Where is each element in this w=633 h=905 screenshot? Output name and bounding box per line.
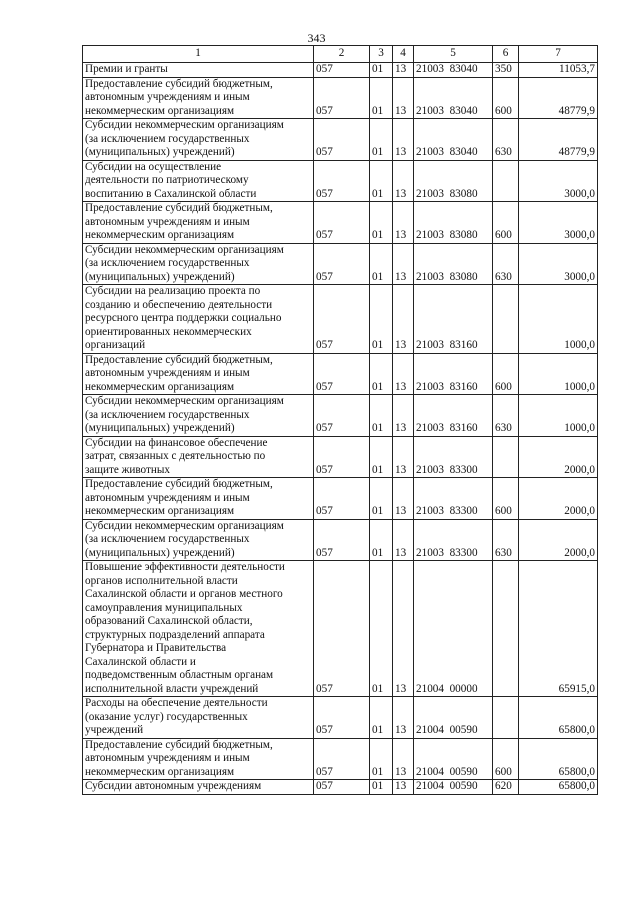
table-body	[83, 63, 598, 795]
section-code-cell: 01	[370, 519, 393, 561]
expense-name-cell: Расходы на обеспечение деятельности (оказание услуг) государственных учреждений	[83, 697, 314, 739]
subsection-code-cell: 13	[393, 478, 414, 520]
table-header-row	[83, 46, 598, 63]
budget-table	[82, 45, 598, 795]
section-code-cell: 01	[370, 353, 393, 395]
section-code-cell: 01	[370, 478, 393, 520]
expense-type-cell: 600	[493, 738, 519, 780]
target-article-cell: 21003 83300	[414, 436, 493, 478]
subsection-code-cell: 13	[393, 519, 414, 561]
section-code-cell: 01	[370, 63, 393, 78]
expense-name-cell: Субсидии некоммерческим организациям (за исключением государственных (муниципальных) учреждений)	[83, 519, 314, 561]
expense-name-cell: Предоставление субсидий бюджетным, автономным учреждениям и иным некоммерческим организациям	[83, 353, 314, 395]
expense-type-cell: 630	[493, 519, 519, 561]
grbs-code-cell: 057	[314, 285, 370, 354]
amount-cell: 65800,0	[519, 738, 598, 780]
section-code-cell: 01	[370, 780, 393, 795]
expense-type-cell: 350	[493, 63, 519, 78]
subsection-code-cell: 13	[393, 202, 414, 244]
amount-cell: 65800,0	[519, 780, 598, 795]
grbs-code-cell: 057	[314, 478, 370, 520]
table-row	[83, 202, 598, 244]
grbs-code-cell: 057	[314, 63, 370, 78]
amount-cell: 1000,0	[519, 395, 598, 437]
expense-type-cell: 600	[493, 202, 519, 244]
amount-cell: 48779,9	[519, 77, 598, 119]
expense-name-cell: Субсидии на осуществление деятельности по патриотическому воспитанию в Сахалинской области	[83, 160, 314, 202]
expense-type-cell	[493, 285, 519, 354]
table-row	[83, 63, 598, 78]
expense-type-cell: 600	[493, 77, 519, 119]
column-header: 1	[83, 46, 314, 63]
subsection-code-cell: 13	[393, 285, 414, 354]
target-article-cell: 21004 00590	[414, 738, 493, 780]
table-row	[83, 561, 598, 697]
expense-type-cell: 620	[493, 780, 519, 795]
target-article-cell: 21003 83080	[414, 243, 493, 285]
section-code-cell: 01	[370, 738, 393, 780]
section-code-cell: 01	[370, 202, 393, 244]
subsection-code-cell: 13	[393, 395, 414, 437]
target-article-cell: 21004 00590	[414, 697, 493, 739]
subsection-code-cell: 13	[393, 738, 414, 780]
expense-type-cell	[493, 160, 519, 202]
expense-name-cell: Субсидии некоммерческим организациям (за исключением государственных (муниципальных) учреждений)	[83, 395, 314, 437]
page-number: 343	[307, 31, 326, 45]
table-row	[83, 519, 598, 561]
amount-cell: 3000,0	[519, 243, 598, 285]
expense-name-cell: Субсидии на финансовое обеспечение затрат, связанных с деятельностью по защите животных	[83, 436, 314, 478]
section-code-cell: 01	[370, 436, 393, 478]
amount-cell: 1000,0	[519, 285, 598, 354]
section-code-cell: 01	[370, 395, 393, 437]
grbs-code-cell: 057	[314, 202, 370, 244]
grbs-code-cell: 057	[314, 780, 370, 795]
table-row	[83, 77, 598, 119]
grbs-code-cell: 057	[314, 395, 370, 437]
amount-cell: 11053,7	[519, 63, 598, 78]
subsection-code-cell: 13	[393, 697, 414, 739]
table-row	[83, 436, 598, 478]
subsection-code-cell: 13	[393, 77, 414, 119]
column-header: 5	[414, 46, 493, 63]
table-row	[83, 243, 598, 285]
expense-name-cell: Субсидии некоммерческим организациям (за исключением государственных (муниципальных) учреждений)	[83, 243, 314, 285]
expense-type-cell: 600	[493, 478, 519, 520]
table-row	[83, 780, 598, 795]
amount-cell: 65800,0	[519, 697, 598, 739]
target-article-cell: 21004 00590	[414, 780, 493, 795]
grbs-code-cell: 057	[314, 77, 370, 119]
target-article-cell: 21003 83040	[414, 77, 493, 119]
column-header: 7	[519, 46, 598, 63]
section-code-cell: 01	[370, 160, 393, 202]
column-header: 3	[370, 46, 393, 63]
target-article-cell: 21003 83080	[414, 202, 493, 244]
subsection-code-cell: 13	[393, 119, 414, 161]
grbs-code-cell: 057	[314, 243, 370, 285]
expense-type-cell	[493, 561, 519, 697]
amount-cell: 2000,0	[519, 478, 598, 520]
table-row	[83, 353, 598, 395]
grbs-code-cell: 057	[314, 697, 370, 739]
table-row	[83, 478, 598, 520]
grbs-code-cell: 057	[314, 436, 370, 478]
section-code-cell: 01	[370, 119, 393, 161]
column-header: 6	[493, 46, 519, 63]
target-article-cell: 21003 83300	[414, 519, 493, 561]
target-article-cell: 21003 83040	[414, 63, 493, 78]
expense-name-cell: Субсидии автономным учреждениям	[83, 780, 314, 795]
target-article-cell: 21003 83080	[414, 160, 493, 202]
grbs-code-cell: 057	[314, 353, 370, 395]
column-header: 4	[393, 46, 414, 63]
subsection-code-cell: 13	[393, 561, 414, 697]
table-row	[83, 119, 598, 161]
section-code-cell: 01	[370, 285, 393, 354]
expense-name-cell: Субсидии некоммерческим организациям (за исключением государственных (муниципальных) учреждений)	[83, 119, 314, 161]
subsection-code-cell: 13	[393, 160, 414, 202]
column-header: 2	[314, 46, 370, 63]
table-row	[83, 738, 598, 780]
expense-type-cell: 630	[493, 395, 519, 437]
grbs-code-cell: 057	[314, 738, 370, 780]
target-article-cell: 21003 83160	[414, 285, 493, 354]
target-article-cell: 21003 83160	[414, 395, 493, 437]
table-row	[83, 160, 598, 202]
subsection-code-cell: 13	[393, 353, 414, 395]
section-code-cell: 01	[370, 243, 393, 285]
amount-cell: 2000,0	[519, 519, 598, 561]
target-article-cell: 21003 83040	[414, 119, 493, 161]
section-code-cell: 01	[370, 561, 393, 697]
expense-type-cell: 630	[493, 243, 519, 285]
expense-type-cell	[493, 697, 519, 739]
expense-type-cell	[493, 436, 519, 478]
expense-name-cell: Предоставление субсидий бюджетным, автономным учреждениям и иным некоммерческим организациям	[83, 738, 314, 780]
amount-cell: 2000,0	[519, 436, 598, 478]
subsection-code-cell: 13	[393, 63, 414, 78]
grbs-code-cell: 057	[314, 561, 370, 697]
subsection-code-cell: 13	[393, 243, 414, 285]
amount-cell: 3000,0	[519, 202, 598, 244]
table-row	[83, 395, 598, 437]
subsection-code-cell: 13	[393, 436, 414, 478]
expense-name-cell: Предоставление субсидий бюджетным, автономным учреждениям и иным некоммерческим организациям	[83, 77, 314, 119]
expense-name-cell: Повышение эффективности деятельности органов исполнительной власти Сахалинской области и органов местного самоуправления муниципальных образований Сахалинской области, структурных подразделений аппарата Губернатора и Правительства Сахалинской области и подведомственным областным органам исполнительной власти учреждений	[83, 561, 314, 697]
grbs-code-cell: 057	[314, 160, 370, 202]
grbs-code-cell: 057	[314, 119, 370, 161]
expense-type-cell: 600	[493, 353, 519, 395]
amount-cell: 3000,0	[519, 160, 598, 202]
expense-type-cell: 630	[493, 119, 519, 161]
subsection-code-cell: 13	[393, 780, 414, 795]
amount-cell: 65915,0	[519, 561, 598, 697]
table-row	[83, 285, 598, 354]
amount-cell: 1000,0	[519, 353, 598, 395]
table-row	[83, 697, 598, 739]
section-code-cell: 01	[370, 77, 393, 119]
expense-name-cell: Предоставление субсидий бюджетным, автономным учреждениям и иным некоммерческим организациям	[83, 202, 314, 244]
expense-name-cell: Предоставление субсидий бюджетным, автономным учреждениям и иным некоммерческим организациям	[83, 478, 314, 520]
amount-cell: 48779,9	[519, 119, 598, 161]
section-code-cell: 01	[370, 697, 393, 739]
expense-name-cell: Премии и гранты	[83, 63, 314, 78]
target-article-cell: 21004 00000	[414, 561, 493, 697]
expense-name-cell: Субсидии на реализацию проекта по созданию и обеспечению деятельности ресурсного центра поддержки социально ориентированных некоммерческих организаций	[83, 285, 314, 354]
target-article-cell: 21003 83300	[414, 478, 493, 520]
target-article-cell: 21003 83160	[414, 353, 493, 395]
grbs-code-cell: 057	[314, 519, 370, 561]
